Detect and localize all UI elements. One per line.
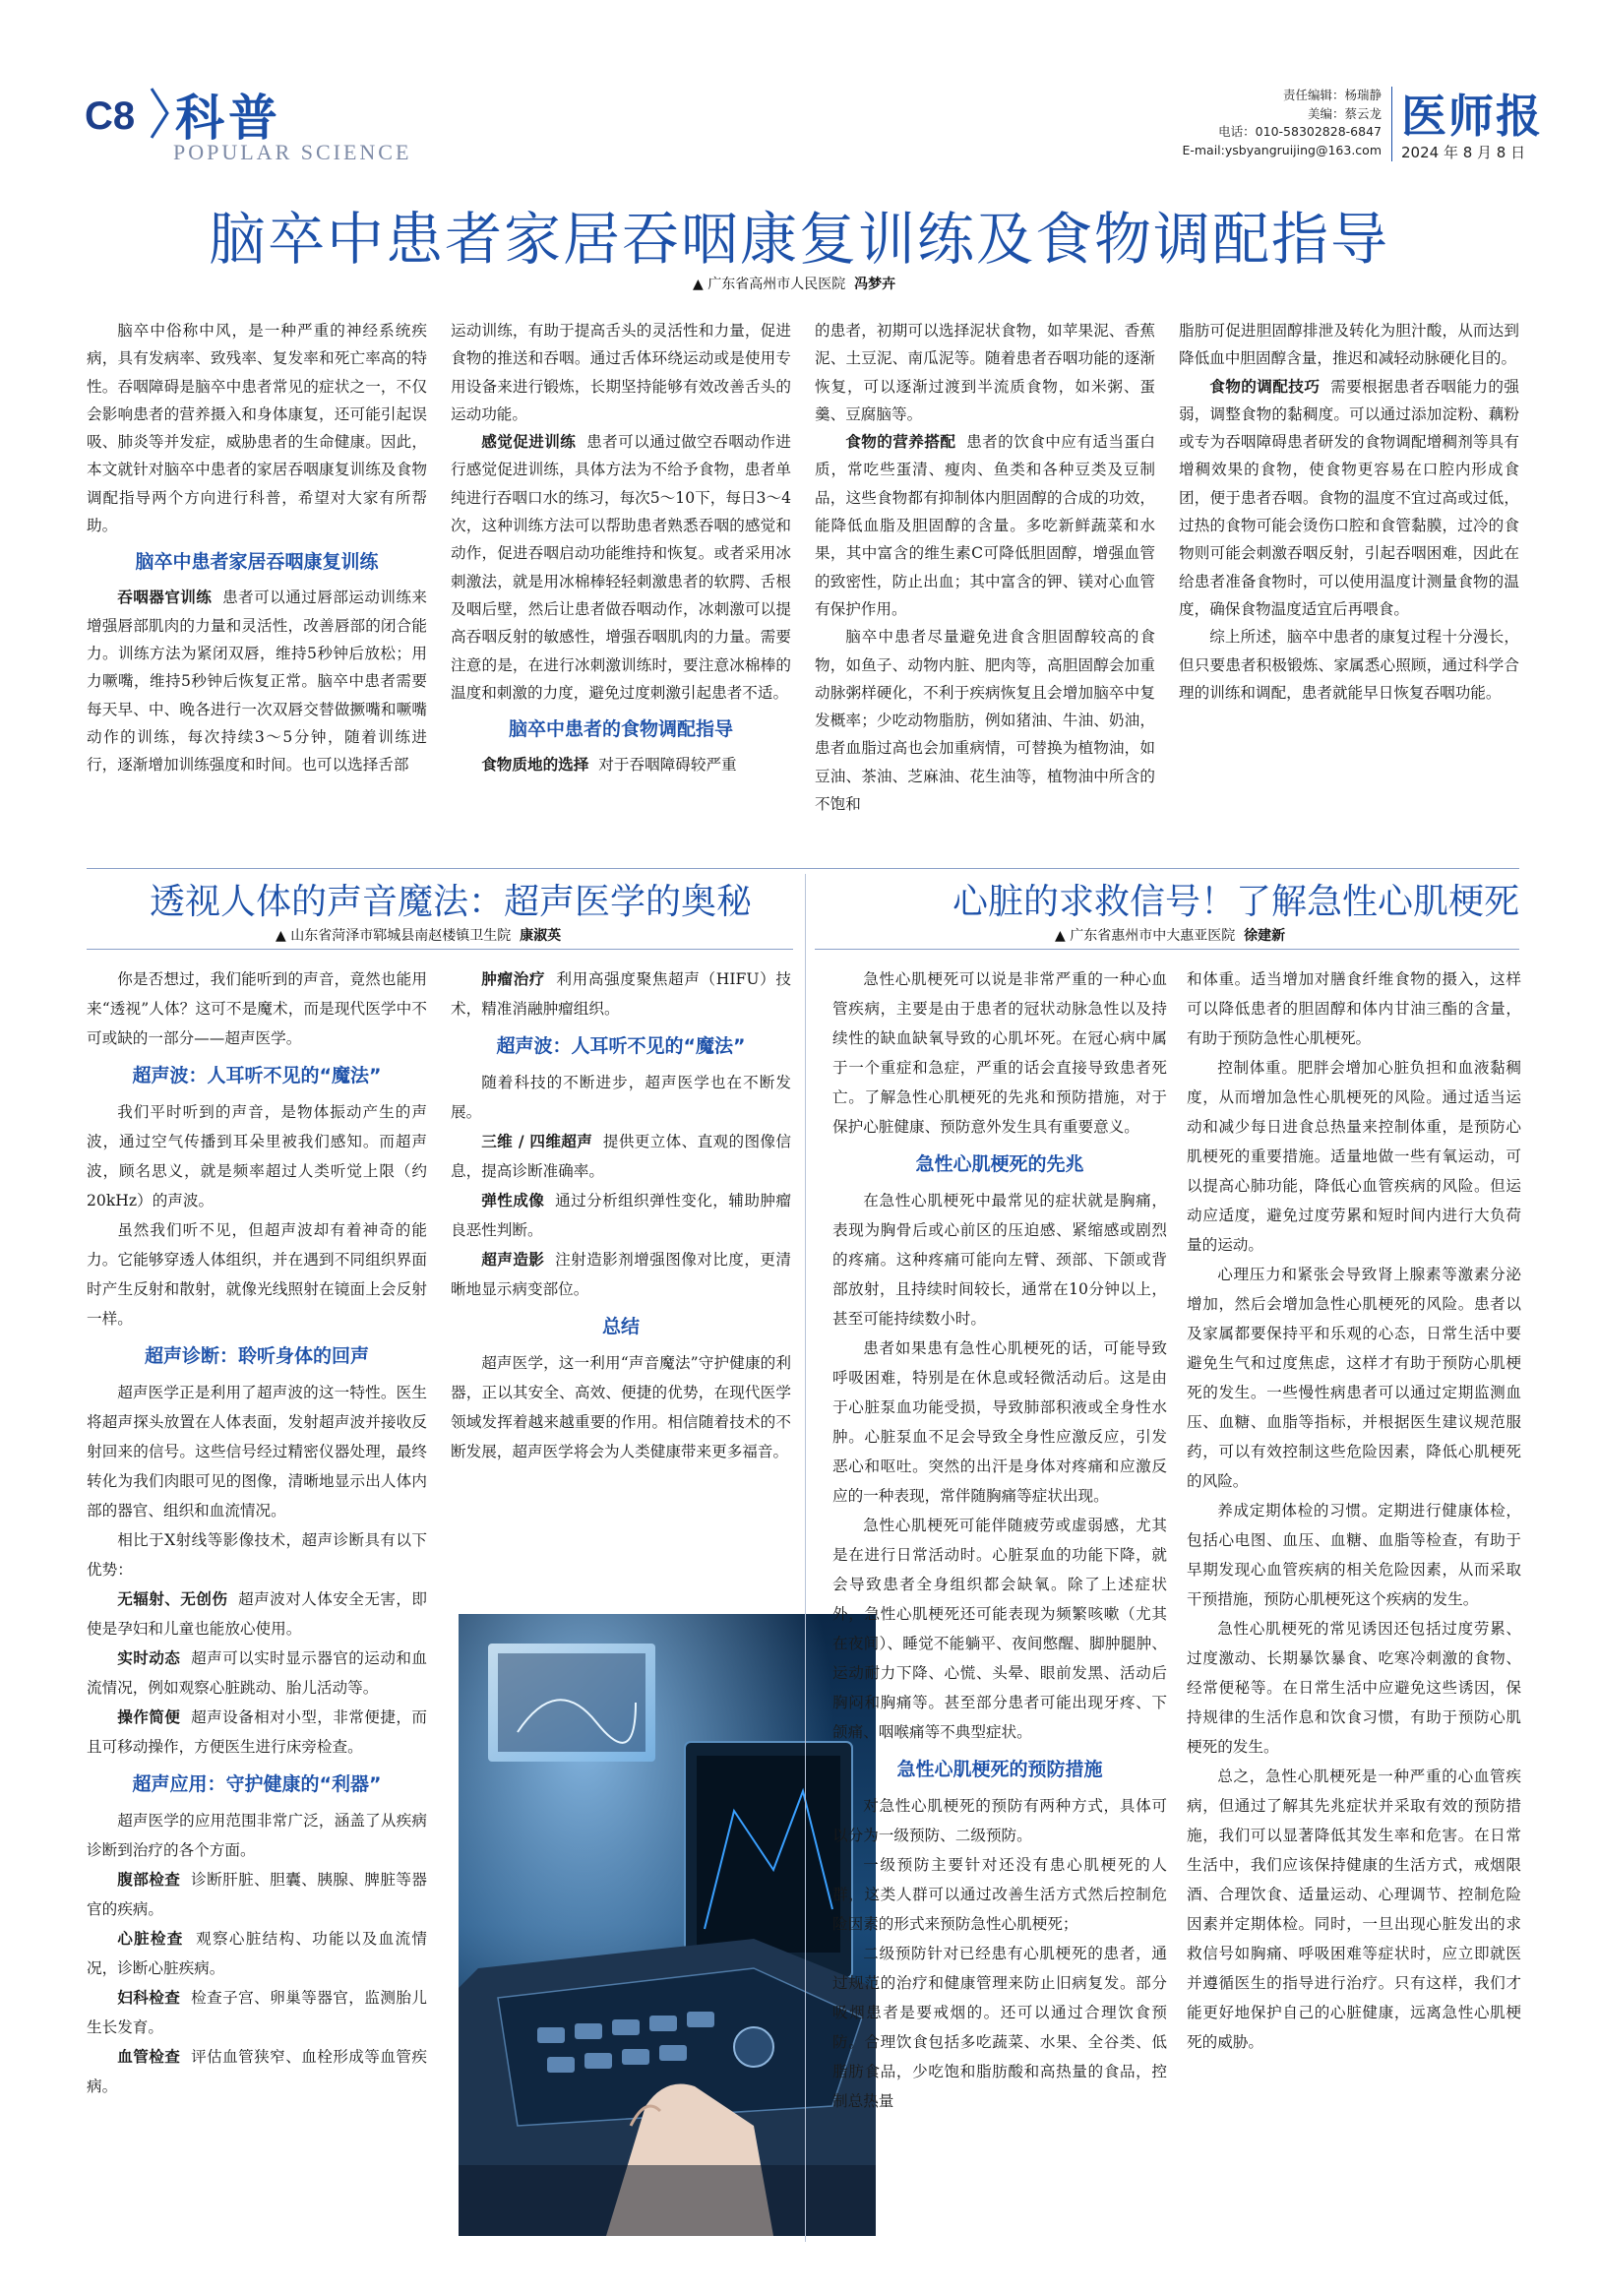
paragraph [87, 1865, 427, 1924]
article3-column-2 [1187, 964, 1521, 2057]
paragraph: 随着科技的不断进步，超声医学也在不断发展。 [451, 1074, 791, 1121]
paragraph [815, 428, 1155, 623]
paragraph [451, 751, 791, 778]
paragraph-label: 血管检查 [117, 2048, 181, 2066]
paragraph [451, 1245, 791, 1304]
paragraph-text: 需要根据患者吞咽能力的强弱，调整食物的黏稠度。可以通过添加淀粉、藕粉或专为吞咽障碍患者研发的食物调配增稠剂等具有增稠效果的食物，使食物更容易在口腔内形成食团，便于患者吞咽。食物的温度不宜过高或过低，过热的食物可能会烫伤口腔和食管黏膜，过冷的食物则可能会刺激吞咽反射，引起吞咽困难，因此在给患者准备食物时，可以使用温度计测量食物的温度，确保食物温度适宜后再喂食。 [1179, 377, 1519, 618]
section-heading: 总结 [601, 1316, 640, 1337]
paragraph-text: 患者可以通过做空吞咽动作进行感觉促进训练，具体方法为不给予食物，患者单纯进行吞咽口水的练习，每次5～10下，每日3～4次，这种训练方法可以帮助患者熟悉吞咽的感觉和动作，促进吞咽启动功能维持和恢复。或者采用冰刺激法，就是用冰棉棒轻轻刺激患者的软腭、舌根及咽后壁，然后让患者做吞咽动作，冰刺激可以提高吞咽反射的敏感性，增强吞咽肌肉的力量。需要注意的是，在进行冰刺激训练时，要注意冰棉棒的温度和刺激的力度，避免过度刺激引起患者不适。 [451, 433, 791, 702]
paragraph: 和体重。适当增加对膳食纤维食物的摄入，这样可以降低患者的胆固醇和体内甘油三酯的含量，有助于预防急性心肌梗死。 [1187, 970, 1521, 1047]
paragraph: 对急性心肌梗死的预防有两种方式，具体可以分为一级预防、二级预防。 [832, 1797, 1167, 1844]
article1-column-4 [1179, 317, 1519, 707]
section-heading: 脑卒中患者家居吞咽康复训练 [135, 551, 379, 574]
paragraph-label: 弹性成像 [481, 1192, 545, 1210]
paragraph-label: 食物的调配技巧 [1209, 377, 1321, 396]
section-heading: 脑卒中患者的食物调配指导 [508, 718, 733, 741]
chevron-right-icon [148, 85, 171, 142]
article1-byline [693, 274, 895, 293]
article3-byline [1055, 925, 1285, 945]
paragraph-label: 实时动态 [117, 1649, 181, 1667]
byline-author: 康淑英 [520, 928, 562, 944]
byline-author: 徐建新 [1244, 928, 1286, 944]
paragraph-label: 食物的营养搭配 [845, 433, 956, 452]
article2-title: 透视人体的声音魔法：超声医学的奥秘 [150, 882, 753, 922]
section-heading: 超声波：人耳听不见的“魔法” [132, 1065, 382, 1086]
article1-title: 脑卒中患者家居吞咽康复训练及食物调配指导 [208, 206, 1389, 273]
paragraph-text: 观察心脏结构、功能以及血流情况，诊断心脏疾病。 [87, 1930, 427, 1977]
paragraph [87, 1983, 427, 2042]
paragraph-text: 通过分析组织弹性变化，辅助肿瘤良恶性判断。 [451, 1192, 791, 1239]
article2-column-1 [87, 964, 427, 2101]
paragraph: 综上所述，脑卒中患者的康复过程十分漫长，但只要患者积极锻炼、家属悉心照顾，通过科学合理的训练和调配，患者就能早日恢复吞咽功能。 [1179, 628, 1519, 702]
paragraph-label: 心脏检查 [117, 1930, 184, 1948]
paragraph: 患者如果患有急性心肌梗死的话，可能导致呼吸困难，特别是在休息或轻微活动后。这是由于心脏泵血功能受损，导致肺部积液或全身性水肿。心脏泵血不足会导致全身性应激反应，引发恶心和呕吐。突然的出汗是身体对疼痛和应激反应的一种表现，常伴随胸痛等症状出现。 [832, 1339, 1167, 1505]
article2-byline [276, 925, 561, 945]
article3-title: 心脏的求救信号！了解急性心肌梗死 [953, 882, 1520, 922]
section-heading: 超声应用：守护健康的“利器” [132, 1773, 382, 1795]
column-divider [805, 874, 806, 2242]
byline-org: ▲ 广东省惠州市中大惠亚医院 [1055, 928, 1236, 944]
paragraph: 二级预防针对已经患有心肌梗死的患者，通过规范的治疗和健康管理来防止旧病复发。部分吸烟患者是要戒烟的。还可以通过合理饮食预防。合理饮食包括多吃蔬菜、水果、全谷类、低脂肪食品，少吃饱和脂肪酸和高热量的食品，控制总热量 [832, 1945, 1167, 2110]
editor-info [1167, 87, 1382, 159]
paragraph: 我们平时听到的声音，是物体振动产生的声波，通过空气传播到耳朵里被我们感知。而超声波，顾名思义，就是频率超过人类听觉上限（约20kHz）的声波。 [87, 1103, 427, 1210]
ultrasound-console-photo [459, 1614, 876, 2236]
paragraph [451, 1186, 791, 1245]
paragraph [451, 428, 791, 707]
editor-line: 责任编辑：杨瑞静 [1282, 88, 1382, 102]
paragraph: 一级预防主要针对还没有患心肌梗死的人群，这类人群可以通过改善生活方式然后控制危险因素的形式来预防急性心肌梗死； [832, 1856, 1167, 1933]
paragraph [87, 1584, 427, 1644]
byline-rule [87, 949, 793, 950]
paragraph: 急性心肌梗死可能伴随疲劳或虚弱感，尤其是在进行日常活动时。心脏泵血的功能下降，就会导致患者全身组织都会缺氧。除了上述症状外，急性心肌梗死还可能表现为频繁咳嗽（尤其在夜间）、睡觉不能躺平、夜间憋醒、脚肿腿肿、运动耐力下降、心慌、头晕、眼前发黑、活动后胸闷和胸痛等。甚至部分患者可能出现牙疼、下颌痛、咽喉痛等不典型症状。 [832, 1517, 1167, 1741]
paragraph-text: 利用高强度聚焦超声（HIFU）技术，精准消融肿瘤组织。 [451, 970, 791, 1018]
email-line: E-mail:ysbyangruijing@163.com [1182, 142, 1382, 157]
article1-column-1 [87, 317, 427, 778]
paragraph: 急性心肌梗死的常见诱因还包括过度劳累、过度激动、长期暴饮暴食、吃寒冷刺激的食物、经常便秘等。在日常生活中应避免这些诱因，保持规律的生活作息和饮食习惯，有助于预防心肌梗死的发生。 [1187, 1620, 1521, 1756]
paragraph-label: 食物质地的选择 [481, 756, 589, 775]
paragraph-label: 感觉促进训练 [481, 433, 577, 452]
article2-column-2 [451, 964, 791, 1466]
byline-author: 冯梦卉 [854, 277, 896, 292]
phone-line: 电话：010-58302828-6847 [1218, 124, 1382, 139]
paragraph-text: 提供更立体、直观的图像信息，提高诊断准确率。 [451, 1133, 791, 1180]
issue-date: 2024 年 8 月 8 日 [1401, 144, 1526, 161]
paragraph: 超声医学，这一利用“声音魔法”守护健康的利器，正以其安全、高效、便捷的优势，在现代医学领域发挥着越来越重要的作用。相信随着技术的不断发展，超声医学将会为人类健康带来更多福音。 [451, 1354, 791, 1460]
paragraph: 总之，急性心肌梗死是一种严重的心血管疾病，但通过了解其先兆症状并采取有效的预防措施，我们可以显著降低其发生率和危害。在日常生活中，我们应该保持健康的生活方式，戒烟限酒、合理饮食、适量运动、心理调节、控制危险因素并定期体检。同时，一旦出现心脏发出的求救信号如胸痛、呼吸困难等症状时，应立即就医并遵循医生的指导进行治疗。只有这样，我们才能更好地保护自己的心脏健康，远离急性心肌梗死的威胁。 [1187, 1768, 1521, 2051]
paragraph-text: 超声可以实时显示器官的运动和血流情况，例如观察心脏跳动、胎儿活动等。 [87, 1649, 427, 1697]
paragraph [87, 1703, 427, 1762]
paragraph: 心理压力和紧张会导致肾上腺素等激素分泌增加，然后会增加急性心肌梗死的风险。患者以及家属都要保持平和乐观的心态，日常生活中要避免生气和过度焦虑，这样才有助于预防心肌梗死的发生。一些慢性病患者可以通过定期监测血压、血糖、血脂等指标，并根据医生建议规范服药，可以有效控制这些危险因素，降低心肌梗死的风险。 [1187, 1266, 1521, 1490]
paragraph-text: 超声波对人体安全无害，即使是孕妇和儿童也能放心使用。 [87, 1590, 427, 1638]
paragraph: 的患者，初期可以选择泥状食物，如苹果泥、香蕉泥、土豆泥、南瓜泥等。随着患者吞咽功能的逐渐恢复，可以逐渐过渡到半流质食物，如米粥、蛋羹、豆腐脑等。 [815, 322, 1155, 423]
paragraph [451, 964, 791, 1024]
paragraph: 相比于X射线等影像技术，超声诊断具有以下优势： [87, 1531, 427, 1579]
section-heading: 超声诊断：聆听身体的回声 [144, 1345, 369, 1367]
byline-org: ▲ 山东省菏泽市郓城县南赵楼镇卫生院 [276, 928, 512, 944]
article1-column-3 [815, 317, 1155, 818]
paragraph: 超声医学的应用范围非常广泛，涵盖了从疾病诊断到治疗的各个方面。 [87, 1812, 427, 1859]
paragraph: 控制体重。肥胖会增加心脏负担和血液黏稠度，从而增加急性心肌梗死的风险。通过适当运动和减少每日进食总热量来控制体重，是预防心肌梗死的重要措施。适量地做一些有氧运动，可以提高心肺功能，降低心血管疾病的风险。但运动应适度，避免过度劳累和短时间内进行大负荷量的运动。 [1187, 1059, 1521, 1254]
section-divider [87, 868, 1519, 869]
art-editor-line: 美编：蔡云龙 [1307, 105, 1382, 121]
header-divider [1391, 87, 1392, 161]
paragraph: 养成定期体检的习惯。定期进行健康体检，包括心电图、血压、血糖、血脂等检查，有助于早期发现心血管疾病的相关危险因素，从而采取干预措施，预防心肌梗死这个疾病的发生。 [1187, 1502, 1521, 1608]
paragraph-text: 诊断肝脏、胆囊、胰腺、脾脏等器官的疾病。 [87, 1871, 427, 1918]
paragraph: 急性心肌梗死可以说是非常严重的一种心血管疾病，主要是由于患者的冠状动脉急性以及持续性的缺血缺氧导致的心肌坏死。在冠心病中属于一个重症和急症，严重的话会直接导致患者死亡。了解急性心肌梗死的先兆和预防措施，对于保护心脏健康、预防意外发生具有重要意义。 [832, 970, 1167, 1136]
paragraph [1179, 373, 1519, 624]
paragraph [87, 1644, 427, 1703]
paragraph-text: 注射造影剂增强图像对比度，更清晰地显示病变部位。 [451, 1251, 791, 1298]
paragraph-text: 对于吞咽障碍较严重 [598, 756, 737, 775]
paragraph-label: 三维 / 四维超声 [481, 1133, 593, 1150]
paragraph-text: 患者的饮食中应有适当蛋白质，常吃些蛋清、瘦肉、鱼类和各种豆类及豆制品，这些食物都有抑制体内胆固醇的合成的功效，能降低血脂及胆固醇的含量。多吃新鲜蔬菜和水果，其中富含的维生素C可降低胆固醇，增强血管的致密性，防止出血；其中富含的钾、镁对心血管有保护作用。 [815, 433, 1155, 618]
section-heading: 急性心肌梗死的先兆 [915, 1153, 1084, 1175]
paragraph-text: 超声设备相对小型，非常便捷，而且可移动操作，方便医生进行床旁检查。 [87, 1708, 427, 1756]
photo-illustration [459, 1614, 876, 2236]
paragraph-text: 评估血管狭窄、血栓形成等血管疾病。 [87, 2048, 427, 2095]
byline-rule [815, 949, 1519, 950]
paragraph: 虽然我们听不见，但超声波却有着神奇的能力。它能够穿透人体组织，并在遇到不同组织界面时产生反射和散射，就像光线照射在镜面上会反射一样。 [87, 1221, 427, 1328]
section-subtitle: POPULAR SCIENCE [173, 140, 412, 164]
paragraph: 脑卒中患者尽量避免进食含胆固醇较高的食物，如鱼子、动物内脏、肥肉等，高胆固醇会加重动脉粥样硬化，不利于疾病恢复且会增加脑卒中复发概率；少吃动物脂肪，例如猪油、牛油、奶油，患者血脂过高也会加重病情，可替换为植物油，如豆油、茶油、芝麻油、花生油等，植物油中所含的不饱和 [815, 628, 1155, 814]
paragraph: 脂肪可促进胆固醇排泄及转化为胆汁酸，从而达到降低血中胆固醇含量，推迟和减轻动脉硬化目的。 [1179, 322, 1519, 368]
paragraph-label: 妇科检查 [117, 1989, 181, 2007]
masthead-logo: 医师报 [1401, 90, 1543, 143]
paragraph-label: 无辐射、无创伤 [117, 1590, 228, 1608]
paragraph-label: 腹部检查 [117, 1871, 181, 1889]
section-heading: 急性心肌梗死的预防措施 [896, 1759, 1103, 1780]
paragraph [87, 2042, 427, 2101]
paragraph: 脑卒中俗称中风，是一种严重的神经系统疾病，具有发病率、致残率、复发率和死亡率高的特性。吞咽障碍是脑卒中患者常见的症状之一，不仅会影响患者的营养摄入和身体康复，还可能引起误吸、肺炎等并发症，威胁患者的生命健康。因此，本文就针对脑卒中患者的家居吞咽康复训练及食物调配指导两个方向进行科普，希望对大家有所帮助。 [87, 322, 427, 535]
paragraph-label: 操作简便 [117, 1708, 181, 1726]
paragraph-label: 超声造影 [481, 1251, 545, 1269]
section-title: 科普 [175, 90, 281, 147]
paragraph: 你是否想过，我们能听到的声音，竟然也能用来“透视”人体？这可不是魔术，而是现代医学中不可或缺的一部分——超声医学。 [87, 970, 427, 1047]
byline-org: ▲ 广东省高州市人民医院 [693, 277, 846, 292]
paragraph [87, 584, 427, 778]
paragraph [87, 1924, 427, 1983]
section-heading: 超声波：人耳听不见的“魔法” [496, 1035, 746, 1057]
page-number: C8 [85, 94, 136, 138]
paragraph: 超声医学正是利用了超声波的这一特性。医生将超声探头放置在人体表面，发射超声波并接收反射回来的信号。这些信号经过精密仪器处理，最终转化为我们肉眼可见的图像，清晰地显示出人体内部的器官、组织和血流情况。 [87, 1384, 427, 1520]
paragraph: 在急性心肌梗死中最常见的症状就是胸痛，表现为胸骨后或心前区的压迫感、紧缩感或剧烈的疼痛。这种疼痛可能向左臂、颈部、下颌或背部放射，且持续时间较长，通常在10分钟以上，甚至可能持续数小时。 [832, 1192, 1167, 1328]
paragraph-label: 吞咽器官训练 [117, 589, 213, 607]
article1-column-2 [451, 317, 791, 778]
paragraph-text: 检查子宫、卵巢等器官，监测胎儿生长发育。 [87, 1989, 427, 2036]
article3-column-1 [832, 964, 1167, 2116]
paragraph-text: 患者可以通过唇部运动训练来增强唇部肌肉的力量和灵活性，改善唇部的闭合能力。训练方法为紧闭双唇，维持5秒钟后放松；用力噘嘴，维持5秒钟后恢复正常。脑卒中患者需要每天早、中、晚各进行一次双唇交替做撅嘴和噘嘴动作的训练，每次持续3～5分钟，随着训练进行，逐渐增加训练强度和时间。也可以选择舌部 [87, 589, 427, 775]
paragraph: 运动训练，有助于提高舌头的灵活性和力量，促进食物的推送和吞咽。通过舌体环绕运动或是使用专用设备来进行锻炼，长期坚持能够有效改善舌头的运动功能。 [451, 322, 791, 423]
paragraph-label: 肿瘤治疗 [481, 970, 546, 988]
paragraph [451, 1127, 791, 1186]
